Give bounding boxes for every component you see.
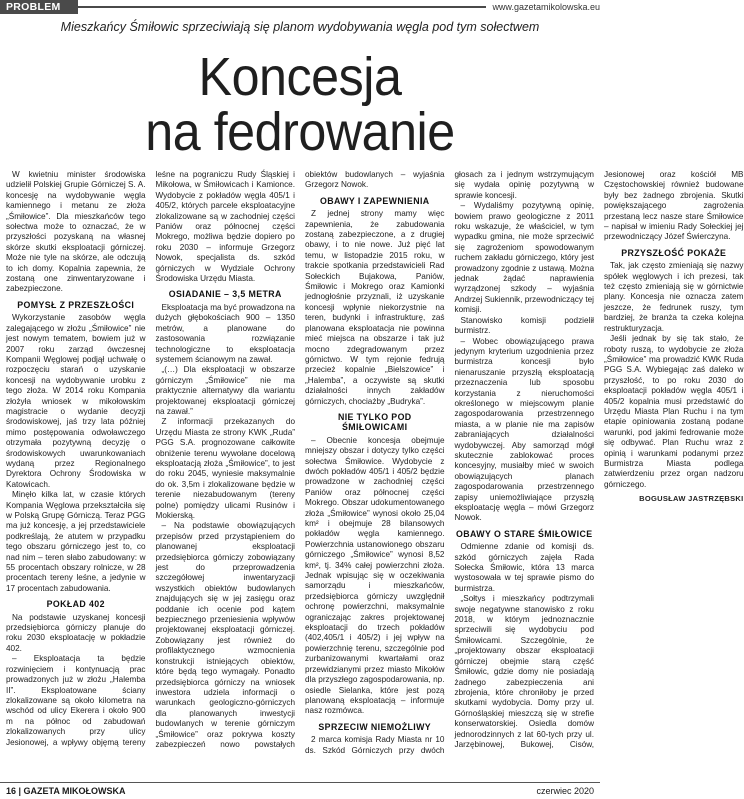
paragraph: – Wydaliśmy pozytywną opinię, bowiem prawo geologiczne z 2011 roku wskazuje, że właściciel, w tym wypadku gmina, nie może sprzeciwić się zagrożeniom spowodowanym ruchem zakładu górniczego, który jest prowadzony zgodnie z ustawą. Można jednak żądać naprawienia wyrządzonej szkody – wyjaśnia Andrzej Sukiennik, przewodniczący tej komisji.	[454, 201, 594, 315]
paragraph: Jeśli jednak by się tak stało, że roboty ruszą, to wydobycie ze złoża „Śmiłowice” ma prowadzić KWK Ruda PGG S.A. Wybiegając zaś daleko w przyszłość, to po roku 2030 do eksploatacji pokładów węgla 405/1 i 405/2 kopalnia musi przedstawić do Urzędu Miasta Plan Ruchu i na tym etapie opiniowania zostaną podane warunki, pod jakimi fedrowanie może się odbywać. Plan Ruchu wraz z opinią i warunkami podanymi przez Burmistrza Miasta podlega zatwierdzeniu przez organ nadzoru górniczego.	[604, 334, 744, 489]
article-title	[21, 47, 579, 162]
paragraph: – Obecnie koncesja obejmuje mniejszy obszar i dotyczy tylko części sołectwa Śmiłowice. Wydobycie z dwóch pokładów 405/1 i 405/2 będzie prowadzone w zachodniej części Paniów oraz północnej części Mokrego. Obszar udokumentowanego złoża „Śmiłowice” wynosi około 25,04 km² i obejmuje 28 bilansowych pokładów węgla kamiennego. Powierzchnia ustanowionego obszaru górniczego „Śmiłowice” wynosi 8,52 km², tj. 34% całej powierzchni złoża. Jednak wpisując się w oczekiwania samorządu i mieszkańców, przedsiębiorca górniczy uwzględnił ochronę powierzchni, maksymalnie ograniczając zakres projektowanej eksploatacji do trzech pokładów (402,405/1 i 405/2) i jej wpływ na powierzchnię terenu, szczególnie pod zurbanizowanymi kwartałami oraz przewidzianymi przez miasto Mikołów dla przyszłego zagospodarowania, np. osiedle Sielanka, które jest pozą planowaną eksploatacją – informuje nasz rozmówca.	[305, 435, 445, 716]
subheading: PRZYSZŁOŚĆ POKAŻE	[621, 247, 727, 258]
subheading: POMYSŁ Z PRZESZŁOŚCI	[17, 299, 135, 310]
subheading: OSIADANIE – 3,5 METRA	[168, 289, 282, 300]
title-line-1: Koncesja	[198, 47, 402, 107]
subheading: OBAWY O STARE ŚMIŁOWICE	[456, 528, 593, 539]
subheading: NIE TYLKO POD ŚMIŁOWICAMI	[337, 411, 412, 433]
section-label: PROBLEM	[0, 0, 78, 14]
issue-date: czerwiec 2020	[536, 786, 594, 796]
article-author: BOGUSŁAW JASTRZĘBSKI	[639, 494, 744, 504]
page-number-label: 16 | GAZETA MIKOŁOWSKA	[6, 786, 126, 796]
paragraph: 2 marca komisja Rady Miasta nr 10 ds. Szkód Górniczych przy dwóch głosach za i jednym wstrzymującym się wydała opinię pozytywną w sprawie koncesji.	[305, 170, 594, 755]
article-subtitle: Mieszkańcy Śmiłowic sprzeciwiają się planom wydobywania węgla pod tym sołectwem	[60, 20, 540, 34]
paragraph: Eksploatacja ma być prowadzona na dużych głębokościach 900 – 1350 metrów, a planowane do zastosowania rozwiązanie technologiczne to eksploatacja systemem ścianowym na zawał.	[155, 302, 295, 364]
paragraph: Tak, jak często zmieniają się nazwy spółek węglowych i ich prezesi, tak też często zmieniają się w górnictwie plany. Koncesja nie oznacza zatem jeszcze, że fedrunek ruszy, tym bardziej, że branża ta czeka kolejna restrukturyzacja.	[604, 261, 744, 333]
paragraph: Z jednej strony mamy więc zapewnienia, że zabudowania zostaną zabezpieczone, a z drugiej obawy, i to nie nowe. Już pięć lat temu, w listopadzie 2015 roku, w trakcie spotkania przedstawicieli Rad Sołeckich Bujakowa, Paniów, Śmiłowic i Mokrego oraz Kamionki jednogłośnie przyznali, iż uzyskanie koncesji wpłynie niekorzystnie na teren, budynki i infrastrukturę, zaś planowana eksploatacja nie powinna mieć miejsca na obszarze i tak już mocno zdegradowanym przez górnictwo. W tym rejonie fedrują przecież kopalnie „Bielszowice” i „Halemba”, a oczywiste są skutki działalności innych zakładów górniczych, chociażby „Budryka”.	[305, 209, 445, 406]
title-line-2: na fedrowanie	[145, 102, 455, 162]
paragraph: Odmienne zdanie od komisji ds. szkód górniczych zajęła Rada Sołecka Śmiłowic, która 13 marca wystosowała w tej sprawie pismo do burmistrza.	[454, 542, 594, 593]
paragraph: Z informacji przekazanych do Urzędu Miasta ze strony KWK „Ruda” PGG S.A. prognozowane całkowite obniżenie terenu wywołane docelową eksploatacją złoża „Śmiłowice”, to jest do roku 2045, wyniesie maksymalnie do ok. 3,5m i zlokalizowane będzie w terenie niezabudowanym (tereny polne) pomiędzy ulicami Rusinów i Mokierską.	[155, 417, 295, 520]
page-footer	[0, 782, 600, 799]
lead-paragraph: W kwietniu minister środowiska udzielił Polskiej Grupie Górniczej S. A. koncesję na wydobywanie węgla kamiennego i metanu ze złoża „Śmiłowice”. Dla mieszkańców tego sołectwa może to oznaczać, że w przyszłości pozyskaną na własnej skórze skutki eksploatacji górniczej. Może nie tyle na skórze, ale odczują to ich domy. Kopalnia zapewnia, że zostaną one zinwentaryzowane i zabezpieczone.	[6, 170, 146, 294]
paragraph: Stanowisko komisji podzielił burmistrz.	[454, 315, 594, 336]
subheading: OBAWY I ZAPEWNIENIA	[319, 195, 430, 206]
subheading: POKŁAD 402	[46, 599, 105, 610]
paragraph: – Na podstawie obowiązujących przepisów przed przystąpieniem do planowanej eksploatacji przedsiębiorca górniczy zobowiązany jest do przeprowadzenia szczegółowej inwentaryzacji wszystkich obiektów budowlanych znajdujących się w jej zasięgu oraz poddanie ich ocenie pod kątem bezpiecznego przeniesienia wpływów projektowanej eksploatacji górniczej. Zobowiązany jest również do profilaktycznego wzmocnienia konstrukcji istniejących obiektów, które będą tego wymagały. Ponadto przedsiębiorca górniczy na wniosek inwestora udziela informacji o warunkach geologiczno-górniczych dla planowanych inwestycji budowlanych w terenie górniczym „Śmiłowice” oraz pokrywa koszty zabezpieczeń nowo powstałych obiektów budowlanych – wyjaśnia Grzegorz Nowok.	[155, 170, 445, 749]
paragraph: Na podstawie uzyskanej koncesji przedsiębiorca górniczy planuje do roku 2030 eksploatację w pokładzie 402.	[6, 612, 146, 653]
paragraph: „Sołtys i mieszkańcy podtrzymali swoje negatywne stanowisko z roku 2018, w którym jednoznacznie sprzeciwili się wydobyciu pod Śmiłowicami. Szczególnie, że „projektowany obszar eksploatacji górniczej obejmie starą część Śmiłowic, gdzie domy nie posiadają żadnego zabezpieczenia ani zbrojenia, które chroniłoby je przed skutkami wydobycia. Domy przy ul. Górnośląskiej mieszczą się w strefie konserwatorskiej. Osiedla domów jednorodzinnych z lat 60-tych przy ul. Jarzębinowej, Bukowej, Cisów, Jesionowej oraz kościół MB Częstochowskiej również budowane były bez żadnego zbrojenia. Skutki powiększającego zagrożenia przestaną lecz nasze stare Śmiłowice – napisał w imieniu Rady Sołeckiej jej przewodniczący Józef Świerczyna.	[454, 170, 744, 749]
paragraph: Wykorzystanie zasobów węgla zalegającego w złożu „Śmiłowice” nie jest nowym tematem, bowiem już w 2007 roku zarząd ówczesnej Kompanii Węglowej podjął uchwałę o rozpoczęciu starań o uzyskanie koncesji na wydobywanie urobku z tego złoża. W 2014 roku Kompania złożyła wniosek w mikołowskim magistracie o wydanie decyzji środowiskowej, jaś trzy lata później mimo postępowania odwoławczego otrzymała pozytywną decyzję o środowiskowych uwarunkowaniach wydaną przez Regionalnego Dyrektora Ochrony Środowiska w Katowicach.	[6, 313, 146, 489]
site-url[interactable]: www.gazetamikolowska.eu	[486, 0, 600, 14]
subheading: SPRZECIW NIEMOŻLIWY	[318, 721, 432, 732]
paragraph: – Eksploatacja ta będzie rozwinięciem i kontynuacją prac prowadzonych już w złożu „Halemba II”. Eksploatowane ściany zlokalizowane są około kilometra na wschód od ulicy Ekerera i około 900 m na północ od zabudowań zlokalizowanych przy ulicy Jesionowej, a wpływy objęmą tereny leśne na pograniczu Rudy Śląskiej i Mikołowa, w Śmiłowicach i Kamionce. Wydobycie z pokładów węgla 405/1 i 405/2, których parcele eksploatacyjne zlokalizowane są w zachodniej części Paniów oraz północnej części Mokrego, możliwa będzie dopiero po roku 2030 – informuje Grzegorz Nowok, specjalista ds. szkód górniczych w Wydziale Ochrony Środowiska Urzędu Miasta.	[6, 170, 295, 747]
paragraph: „(…) Dla eksploatacji w obszarze górniczym „Śmiłowice” nie ma praktycznie alternatywy dla wariantu projektowanej eksploatacji górniczej na zawał.”	[155, 365, 295, 416]
paragraph: – Wobec obowiązującego prawa jedynym kryterium uzgodnienia przez burmistrza koncesji było nienaruszanie przyszłą eksploatacją przeznaczenia lub sposobu korzystania z nieruchomości określonego w miejscowym planie zagospodarowania przestrzennego miasta, a w planie nie ma zapisów zabraniających działalności wydobywczej. Aby samorząd mógł skutecznie zablokować proces koncesyjny, musiałby mieć w swoich obowiązujących planach zagospodarowania przestrzennego zapisy uniemożliwiające przyszłą eksploatację węgla – mówi Grzegorz Nowok.	[454, 336, 594, 523]
paragraph: Minęło kilka lat, w czasie których Kompania Węglowa przekształciła się w Polską Grupę Górniczą. Teraz PGG ma już koncesję, a jej przedstawiciele podkreślają, że atutem w przypadku tego obszaru górniczego jest to, co nad nim – teren słabo zabudowany: w 55 procentach obszary rolnicze, w 28 procentach tereny leśne, a jedynie w 17 procentach zabudowania.	[6, 490, 146, 593]
top-bar	[0, 0, 600, 14]
article-body	[6, 170, 744, 758]
